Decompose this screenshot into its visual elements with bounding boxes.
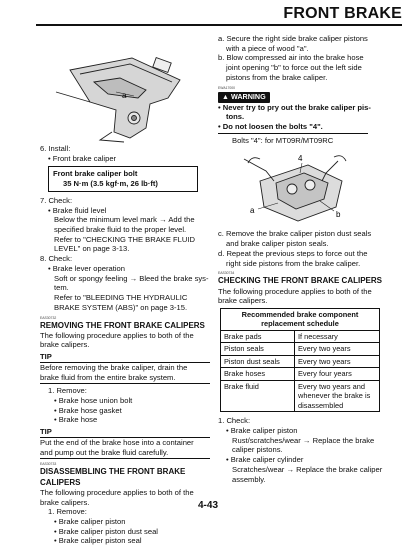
section-title-disassembling: DISASSEMBLING THE FRONT BRAKE <box>40 467 186 477</box>
left-column <box>40 34 210 546</box>
step8-text: Refer to "BLEEDING THE HYDRAULIC <box>54 293 188 303</box>
spec-value: 35 N·m (3.5 kgf·m, 26 lb·ft) <box>63 179 158 189</box>
warning-label: WARNING <box>230 91 266 101</box>
section-text: brake calipers. <box>40 497 90 507</box>
table-title <box>221 308 380 330</box>
step-c: and brake caliper piston seals. <box>226 239 329 249</box>
bolts-note: Bolts "4": for MT09R/MT09RC <box>232 135 334 145</box>
step7-text: LEVEL" on page 3-13. <box>54 244 130 254</box>
dis-item: • Brake caliper piston dust seal <box>40 527 210 537</box>
section-text: The following procedure applies to both of the <box>40 330 194 340</box>
warning-triangle-icon: ▲ <box>222 93 229 101</box>
table-row <box>221 343 380 355</box>
section-code: EAS30734 <box>218 271 235 276</box>
section-title-checking: CHECKING THE FRONT BRAKE CALIPERS <box>218 276 383 286</box>
step7-bullet: • Brake fluid level <box>40 206 210 216</box>
remove-item: • Brake hose gasket <box>40 406 210 416</box>
callout-a: a <box>122 91 127 100</box>
check-bullet: • Brake caliper piston <box>218 426 396 436</box>
step8-bullet: • Brake lever operation <box>40 264 210 274</box>
dis-item: • Brake caliper piston seal <box>40 536 210 546</box>
page-title: FRONT BRAKE <box>283 5 402 22</box>
section-text: brake calipers. <box>40 340 90 350</box>
table-row <box>221 355 380 367</box>
check-step: 1. Check: <box>218 416 251 426</box>
table-cell: Every two years and whenever the brake is disassembled <box>295 380 380 411</box>
table-cell: Brake hoses <box>221 368 295 380</box>
table-cell: Brake pads <box>221 330 295 342</box>
check-text: Rust/scratches/wear → Replace the brake <box>232 435 375 445</box>
spec-title: Front brake caliper bolt <box>53 169 138 179</box>
section-text: The following procedure applies to both of the <box>218 286 372 296</box>
torque-spec-box <box>48 166 198 191</box>
table-cell: Every four years <box>295 368 380 380</box>
remove-step: 1. Remove: <box>48 386 87 396</box>
step-d: right side pistons from the brake caliper. <box>226 258 361 268</box>
page-header <box>0 0 416 30</box>
step-b: joint opening "b" to force out the left side <box>226 63 362 73</box>
tip-text: Before removing the brake caliper, drain the <box>40 362 188 372</box>
warning-end-rule <box>218 132 368 134</box>
table-cell: Every two years <box>295 343 380 355</box>
check-text: caliper pistons. <box>232 445 283 455</box>
callout-4: 4 <box>298 154 303 164</box>
step-b: b. Blow compressed air into the brake hose <box>218 53 364 63</box>
remove-item: • Brake hose <box>40 415 210 425</box>
warning-item: • Do not loosen the bolts "4". <box>218 122 396 132</box>
step7-text: specified brake fluid to the proper level. <box>54 225 187 235</box>
section-title-disassembling: CALIPERS <box>40 477 81 487</box>
section-text: brake calipers. <box>218 296 268 306</box>
table-cell: Piston dust seals <box>221 355 295 367</box>
step-d: d. Repeat the previous steps to force out the <box>218 248 368 258</box>
step7-text: Refer to "CHECKING THE BRAKE FLUID <box>54 234 195 244</box>
tip-label: TIP <box>40 352 210 363</box>
table-cell: Brake fluid <box>221 380 295 411</box>
table-header-row <box>221 308 380 330</box>
table-row <box>221 380 380 411</box>
step8-text: Soft or spongy feeling → Bleed the brake sys- <box>54 273 209 283</box>
header-rule <box>36 24 402 26</box>
tip-end-rule <box>40 382 210 384</box>
caliper-piston-illustration <box>238 151 358 229</box>
brake-caliper-figure <box>50 52 200 144</box>
right-column <box>218 34 396 484</box>
dis-step: 1. Remove: <box>48 507 87 517</box>
remove-item: • Brake hose union bolt <box>40 396 210 406</box>
tip-end-rule <box>40 457 210 459</box>
tip-text: Put the end of the brake hose into a container <box>40 437 194 447</box>
step-c: c. Remove the brake caliper piston dust seals <box>218 229 372 239</box>
tip-label: TIP <box>40 427 210 438</box>
table-row <box>221 368 380 380</box>
step-a: a. Secure the right side brake caliper pistons <box>218 34 368 43</box>
table-row <box>221 330 380 342</box>
table-cell: Piston seals <box>221 343 295 355</box>
warning-badge <box>218 92 270 103</box>
warning-item: • Never try to pry out the brake caliper pis- <box>218 103 396 113</box>
section-title-removing: REMOVING THE FRONT BRAKE CALIPERS <box>40 320 205 330</box>
check-text: Scratches/wear → Replace the brake caliper <box>232 464 383 474</box>
step-8: 8. Check: <box>40 254 73 264</box>
section-code: EAS30733 <box>40 462 57 467</box>
brake-caliper-illustration <box>50 52 200 144</box>
dis-item: • Brake caliper piston <box>40 517 210 527</box>
table-cell: Every two years <box>295 355 380 367</box>
step6-item: • Front brake caliper <box>40 154 210 164</box>
table-title-line: replacement schedule <box>261 319 339 329</box>
step-7: 7. Check: <box>40 195 73 205</box>
caliper-piston-figure <box>238 151 358 229</box>
tip-text: and pump out the brake fluid carefully. <box>40 447 169 457</box>
warning-item: tons. <box>226 112 245 122</box>
check-bullet: • Brake caliper cylinder <box>218 455 396 465</box>
replacement-schedule-table <box>220 308 380 412</box>
warning-code: EWA17000 <box>218 85 236 90</box>
step-b: pistons from the brake caliper. <box>226 72 328 82</box>
section-text: The following procedure applies to both of the <box>40 487 194 497</box>
step8-text: BRAKE SYSTEM (ABS)" on page 3-15. <box>54 302 188 312</box>
step-6: 6. Install: <box>40 144 71 153</box>
table-title-line: Recommended brake component <box>241 309 359 319</box>
callout-a: a <box>250 206 255 216</box>
step-a: with a piece of wood "a". <box>226 43 309 53</box>
table-cell: If necessary <box>295 330 380 342</box>
check-text: assembly. <box>232 474 266 484</box>
section-code: EAS30732 <box>40 315 57 320</box>
tip-text: brake fluid from the entire brake system. <box>40 372 176 382</box>
callout-b: b <box>336 210 341 220</box>
step7-text: Below the minimum level mark → Add the <box>54 215 195 225</box>
step8-text: tem. <box>54 283 69 293</box>
page-number: 4-43 <box>198 500 219 511</box>
